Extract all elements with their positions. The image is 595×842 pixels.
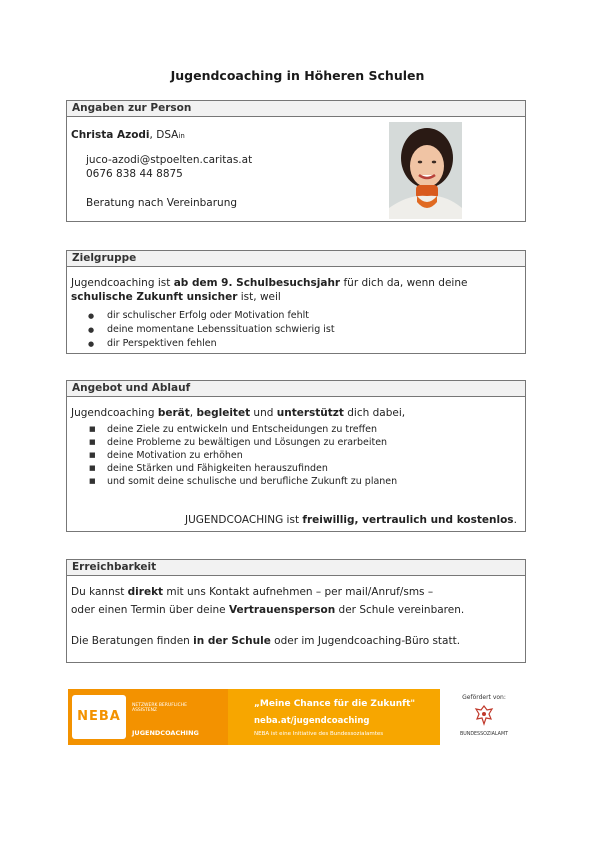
offer-bullet-1: deine Ziele zu entwickeln und Entscheidungen zu treffen [107,424,378,435]
target-section [66,250,526,354]
portrait-image [389,122,462,219]
neba-banner-left [68,689,228,745]
person-heading: Angaben zur Person [67,101,525,117]
person-photo [389,122,462,219]
bullet-icon: ■ [89,464,96,472]
banner-slogan: „Meine Chance für die Zukunft" [254,699,416,709]
eagle-icon [474,704,494,726]
sponsor-block [452,694,516,742]
target-heading: Zielgruppe [67,251,525,267]
neba-banner [68,689,440,745]
reach-section [66,559,526,663]
funded-by-label: Gefördert von: [462,694,506,701]
sponsor-name: BUNDESSOZIALAMT [459,732,509,737]
bullet-icon: ● [88,312,95,320]
offer-bullet-3: deine Motivation zu erhöhen [107,450,243,461]
bullet-icon: ● [88,326,95,334]
target-bullet-3: dir Perspektiven fehlen [107,338,217,349]
bullet-icon: ■ [89,438,96,446]
banner-url[interactable]: neba.at/jugendcoaching [254,716,370,726]
offer-bullet-2: deine Probleme zu bewältigen und Lösungen zu erarbeiten [107,437,388,448]
reach-line-3: Die Beratungen finden in der Schule oder im Jugendcoaching-Büro statt. [71,635,461,647]
person-availability: Beratung nach Vereinbarung [86,197,238,209]
page-title: Jugendcoaching in Höheren Schulen [170,68,425,83]
person-name-line: Christa Azodi, DSAin [71,129,185,141]
network-line-1: NETZWERK BERUFLICHE [132,703,187,708]
bullet-icon: ● [88,340,95,348]
target-line-2: schulische Zukunft unsicher ist, weil [71,291,281,303]
person-section [66,100,526,222]
offer-bullet-5: und somit deine schulische und berufliche Zukunft zu planen [107,476,398,487]
target-bullet-1: dir schulischer Erfolg oder Motivation fehlt [107,310,310,321]
neba-logo: NEBA [72,695,126,739]
reach-line-1: Du kannst direkt mit uns Kontakt aufnehmen – per mail/Anruf/sms – [71,586,434,598]
person-name: Christa Azodi [71,129,150,141]
target-bullet-2: deine momentane Lebenssituation schwierig ist [107,324,335,335]
target-line-1: Jugendcoaching ist ab dem 9. Schulbesuchsjahr für dich da, wenn deine [71,277,468,289]
reach-heading: Erreichbarkeit [67,560,525,576]
bullet-icon: ■ [89,477,96,485]
person-phone[interactable]: 0676 838 44 8875 [86,168,183,180]
offer-line-1: Jugendcoaching berät, begleitet und unterstützt dich dabei, [71,407,406,419]
offer-closing: JUGENDCOACHING ist freiwillig, vertraulich und kostenlos. [185,514,517,526]
bullet-icon: ■ [89,451,96,459]
bullet-icon: ■ [89,425,96,433]
banner-initiative: NEBA ist eine Initiative des Bundessozialamtes [254,731,384,737]
program-label: JUGENDCOACHING [132,729,199,737]
offer-heading: Angebot und Ablauf [67,381,525,397]
person-degree: DSA [156,129,179,141]
offer-bullet-4: deine Stärken und Fähigkeiten herauszufinden [107,463,328,474]
reach-line-2: oder einen Termin über deine Vertrauensperson der Schule vereinbaren. [71,604,465,616]
offer-section [66,380,526,532]
network-line-2: ASSISTENZ [132,708,158,713]
person-email[interactable]: juco-azodi@stpoelten.caritas.at [86,154,253,166]
